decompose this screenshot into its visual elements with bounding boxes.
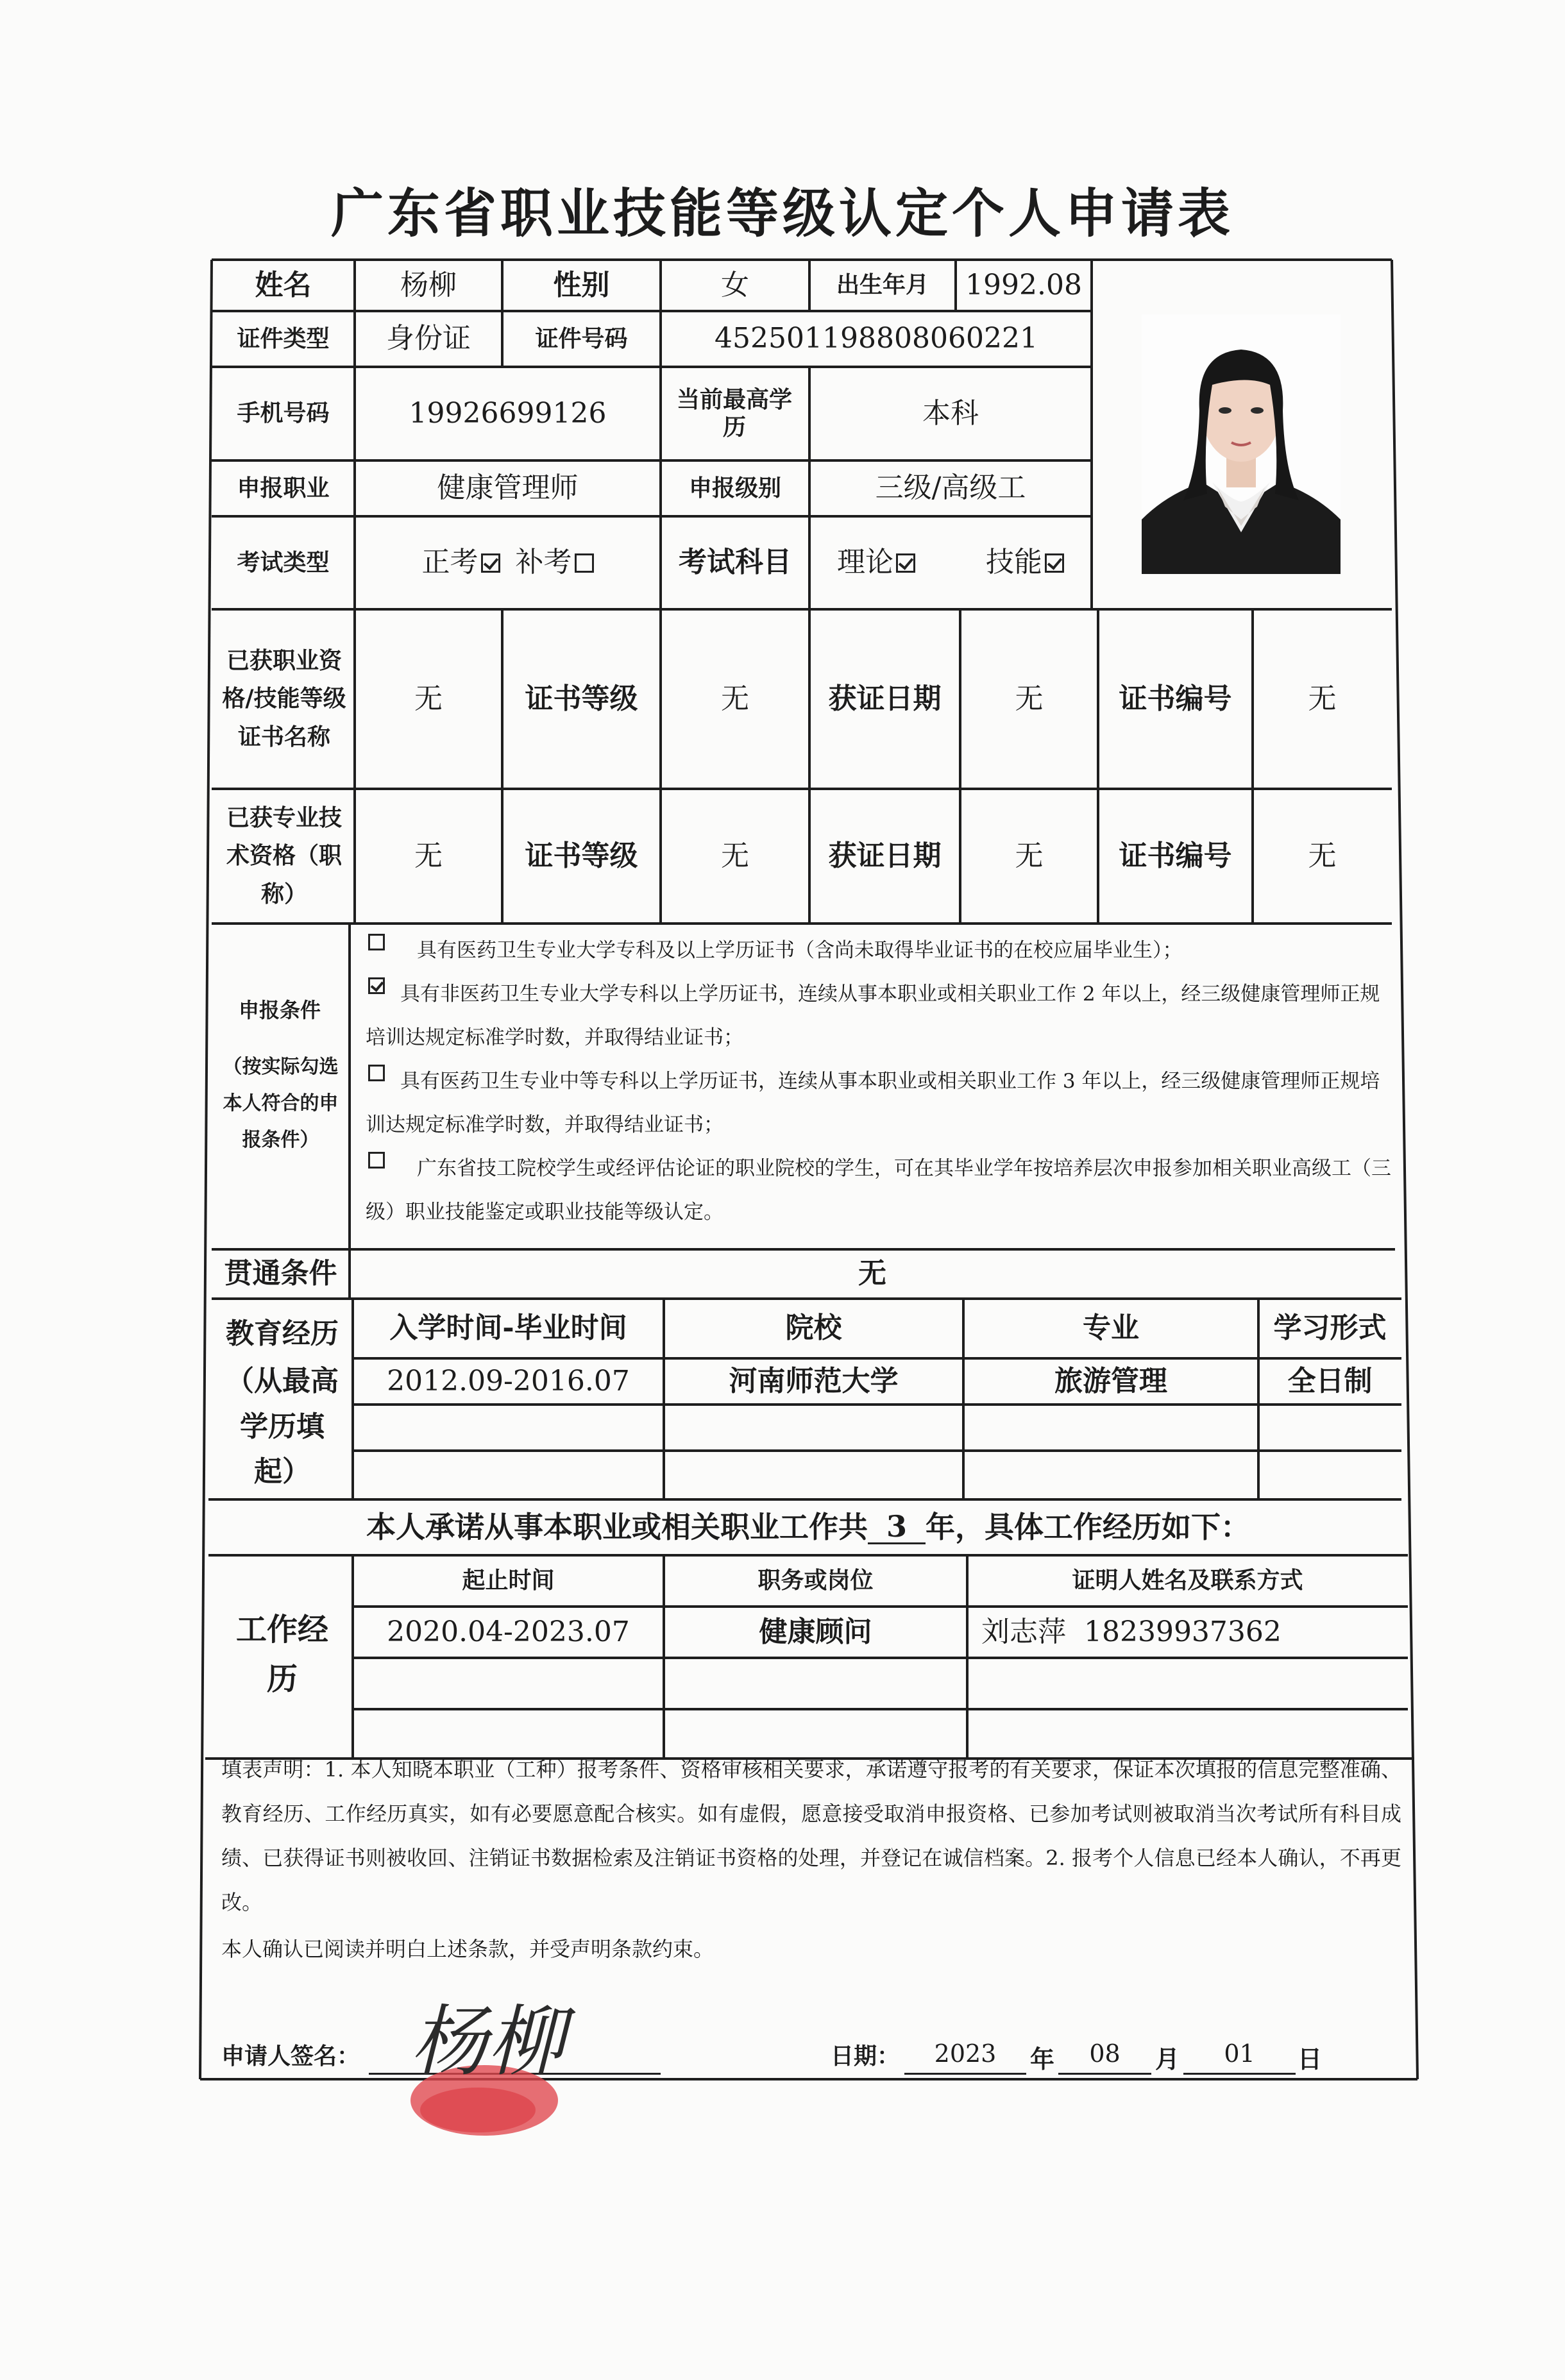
conditions-list — [366, 929, 1392, 1234]
checkbox-checked-icon[interactable] — [481, 553, 500, 573]
commitment-suffix: 年，具体工作经历如下： — [926, 1509, 1250, 1544]
id-type-value: 身份证 — [386, 322, 471, 355]
cert-row1-date: 无 — [1015, 682, 1044, 715]
work-row-period: 2020.04-2023.07 — [387, 1615, 630, 1648]
cert-row2-date: 无 — [1015, 839, 1044, 872]
commitment-line — [208, 1499, 1408, 1555]
condition-text: 广东省技工院校学生或经评估论证的职业院校的学生，可在其毕业学年按培养层次申报参加相关职业高级工（三级）职业技能鉴定或职业技能等级认定。 — [366, 1157, 1391, 1224]
month-unit: 月 — [1155, 2045, 1180, 2073]
education-label: 教育经历 — [226, 1317, 339, 1350]
exam-type-label: 考试类型 — [237, 548, 330, 576]
declaration-confirm: 本人确认已阅读并明白上述条款，并受声明条款约束。 — [221, 1937, 715, 1961]
cert-row1-number-label: 证书编号 — [1119, 682, 1232, 715]
exam-formal-label: 正考 — [421, 546, 478, 579]
subject-label: 考试科目 — [679, 546, 791, 579]
conditions-hint: （按实际勾选本人符合的申报条件） — [223, 1055, 339, 1151]
checkbox-checked-icon[interactable] — [1045, 553, 1064, 573]
gender-label: 性别 — [553, 268, 610, 301]
phone-label: 手机号码 — [237, 400, 330, 427]
cert-row1-number: 无 — [1308, 682, 1337, 715]
cert-row2-number-label: 证书编号 — [1119, 839, 1232, 872]
level-label: 申报级别 — [688, 474, 781, 502]
day-unit: 日 — [1297, 2045, 1322, 2073]
job-value: 健康管理师 — [437, 471, 579, 505]
signature-stamp — [382, 1991, 593, 2136]
birth-label: 出生年月 — [836, 271, 929, 299]
checkbox-checked-icon[interactable] — [368, 977, 385, 994]
checkbox-empty-icon[interactable] — [368, 1152, 385, 1169]
condition-text: 具有非医药卫生专业大学专科以上学历证书，连续从事本职业或相关职业工作 2 年以上，经三级健康管理师正规培训达规定标准学时数，并取得结业证书； — [366, 983, 1380, 1049]
cert-row1-level-label: 证书等级 — [525, 682, 638, 715]
condition-item — [366, 1147, 1392, 1234]
cert-row2-level: 无 — [721, 839, 749, 872]
month-line — [1058, 2073, 1151, 2075]
edu-row-period: 2012.09-2016.07 — [387, 1364, 630, 1397]
applicant-photo — [1142, 314, 1341, 574]
work-label: 工作经历 — [235, 1612, 328, 1697]
date-label: 日期： — [831, 2043, 901, 2070]
year-line — [904, 2073, 1026, 2075]
cert-row1-level: 无 — [721, 682, 749, 715]
id-type-label: 证件类型 — [237, 325, 330, 352]
work-header-period: 起止时间 — [462, 1567, 555, 1594]
education-label-note: （从最高学历填起） — [226, 1365, 339, 1489]
work-header-reference: 证明人姓名及联系方式 — [1072, 1567, 1303, 1594]
edu-header-period: 入学时间-毕业时间 — [389, 1312, 627, 1345]
date-month: 08 — [1089, 2039, 1121, 2068]
id-no-value: 452501198808060221 — [715, 322, 1038, 355]
cert-row2-name: 无 — [414, 839, 443, 872]
through-label: 贯通条件 — [224, 1257, 337, 1290]
page-title: 广东省职业技能等级认定个人申请表 — [330, 183, 1234, 244]
edu-row-mode: 全日制 — [1287, 1364, 1373, 1397]
work-row-position: 健康顾问 — [759, 1615, 872, 1648]
job-label: 申报职业 — [237, 474, 330, 502]
cert-row1-date-label: 获证日期 — [828, 682, 942, 715]
declaration — [221, 1748, 1401, 1971]
commitment-years: 3 — [868, 1510, 926, 1545]
condition-text: 具有医药卫生专业中等专科以上学历证书，连续从事本职业或相关职业工作 3 年以上，经三级健康管理师正规培训达规定标准学时数，并取得结业证书； — [366, 1070, 1380, 1136]
condition-item — [366, 929, 1392, 972]
phone-value: 19926699126 — [409, 396, 607, 430]
cert-row1-name: 无 — [414, 682, 443, 715]
checkbox-empty-icon[interactable] — [575, 553, 594, 573]
year-unit: 年 — [1029, 2045, 1054, 2073]
name-label: 姓名 — [255, 268, 312, 301]
condition-text: 具有医药卫生专业大学专科及以上学历证书（含尚未取得毕业证书的在校应届毕业生）； — [417, 939, 1183, 962]
exam-type-options — [355, 516, 661, 609]
subject-theory-label: 理论 — [837, 546, 893, 579]
date-day: 01 — [1224, 2039, 1255, 2068]
commitment-prefix: 本人承诺从事本职业或相关职业工作共 — [366, 1509, 868, 1544]
signature-label: 申请人签名： — [221, 2043, 360, 2070]
cert-row2-date-label: 获证日期 — [828, 839, 942, 872]
checkbox-checked-icon[interactable] — [896, 553, 915, 573]
condition-item — [366, 1059, 1392, 1147]
edu-header-major: 专业 — [1083, 1312, 1139, 1345]
edu-header-mode: 学习形式 — [1273, 1312, 1387, 1345]
edu-value: 本科 — [922, 396, 979, 430]
cert-row2-level-label: 证书等级 — [525, 839, 638, 872]
date-year: 2023 — [934, 2039, 997, 2068]
checkbox-empty-icon[interactable] — [368, 934, 385, 950]
declaration-text: 填表声明：1. 本人知晓本职业（工种）报考条件、资格审核相关要求，承诺遵守报考的有关要求，保证本次填报的信息完整准确、教育经历、工作经历真实，如有必要愿意配合核实。如有虚假，愿意接受取消申报资格、已参加考试则被取消当次考试所有科目成绩、已获得证书则被收回、注销证书数据检索及注销证书资格的处理，并登记在诚信档案。2. 报考个人信息已经本人确认，不再更改。 — [221, 1757, 1401, 1914]
edu-header-school: 院校 — [785, 1312, 842, 1345]
edu-label: 当前最高学历 — [676, 385, 792, 441]
name-value: 杨柳 — [400, 268, 457, 301]
work-header-position: 职务或岗位 — [757, 1567, 874, 1594]
level-value: 三级/高级工 — [875, 471, 1026, 505]
handwritten-signature: 杨柳 — [410, 1998, 564, 2087]
cert-row2-number: 无 — [1308, 839, 1337, 872]
gender-value: 女 — [721, 268, 749, 301]
conditions-label: 申报条件 — [238, 997, 321, 1022]
condition-item — [366, 972, 1392, 1059]
edu-row-major: 旅游管理 — [1054, 1364, 1167, 1397]
cert-row1-label: 已获职业资格/技能等级证书名称 — [222, 646, 346, 750]
id-no-label: 证件号码 — [535, 325, 628, 352]
subject-skill-label: 技能 — [986, 546, 1042, 579]
work-row-reference: 刘志萍 18239937362 — [981, 1615, 1282, 1648]
checkbox-empty-icon[interactable] — [368, 1065, 385, 1081]
birth-value: 1992.08 — [965, 268, 1082, 301]
day-line — [1183, 2073, 1296, 2075]
edu-row-school: 河南师范大学 — [729, 1364, 899, 1397]
subject-options — [809, 516, 1092, 609]
through-value: 无 — [858, 1257, 886, 1290]
exam-makeup-label: 补考 — [515, 546, 572, 579]
cert-row2-label: 已获专业技术资格（职称） — [226, 804, 342, 907]
